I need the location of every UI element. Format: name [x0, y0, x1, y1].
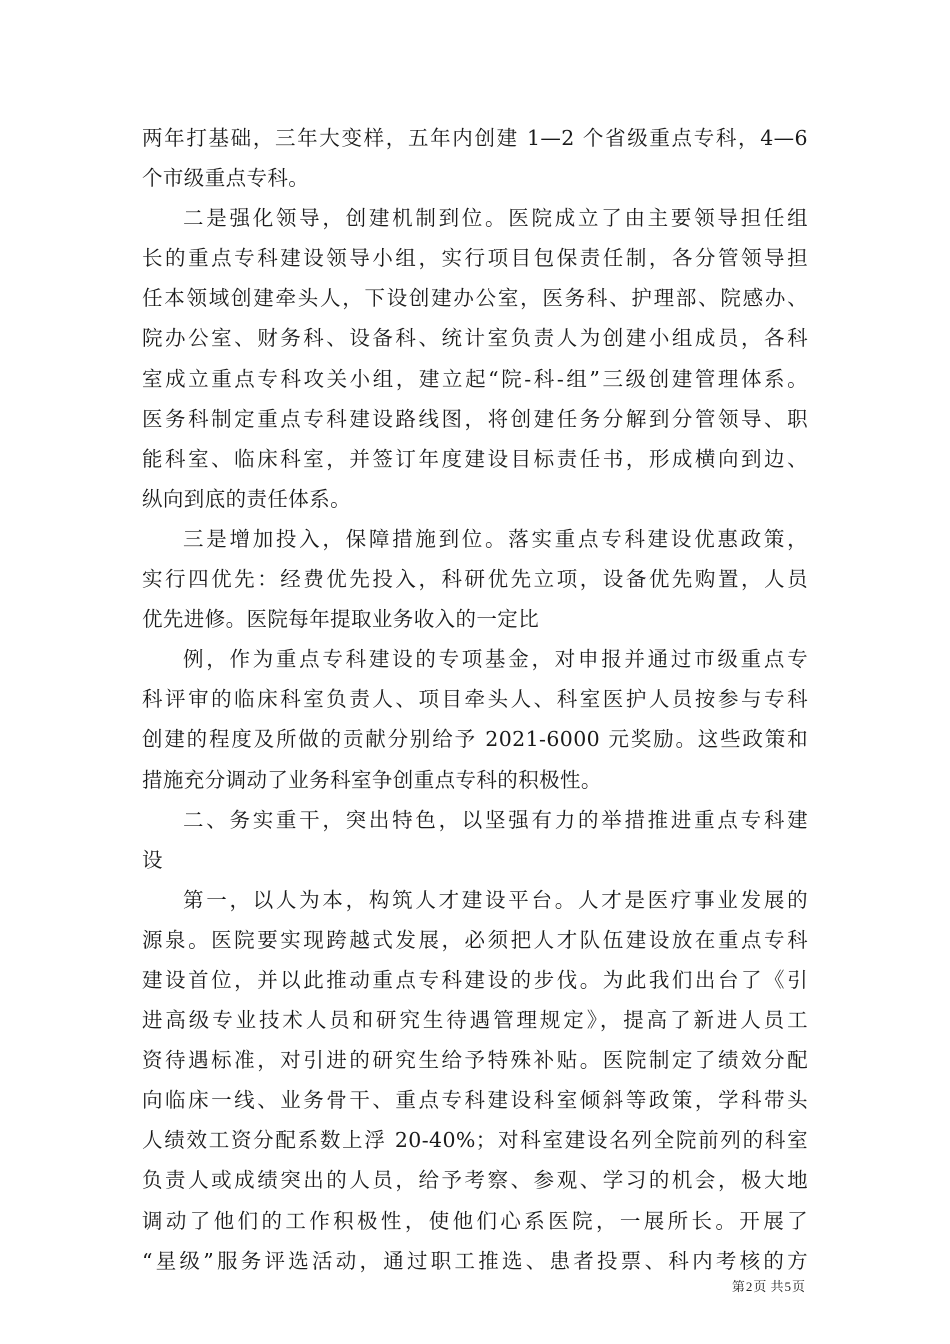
text-line: 创建的程度及所做的贡献分别给予 2021-6000 元奖励。这些政策和	[142, 727, 808, 752]
text-line: 第一，以人为本，构筑人才建设平台。人才是医疗事业发展的	[183, 887, 808, 912]
text-line: 能科室、临床科室，并签订年度建设目标责任书，形成横向到边、	[142, 446, 808, 471]
text-line: 个市级重点专科。	[142, 166, 310, 191]
text-line: 进高级专业技术人员和研究生待遇管理规定》，提高了新进人员工	[142, 1008, 808, 1033]
text-line: 例，作为重点专科建设的专项基金，对申报并通过市级重点专	[183, 647, 808, 672]
text-line: 两年打基础，三年大变样，五年内创建 1—2 个省级重点专科，4—6	[142, 126, 808, 150]
footer-prefix: 第	[731, 1280, 745, 1295]
text-line: 设	[142, 847, 163, 872]
footer-suffix: 页	[791, 1280, 805, 1295]
text-line: 三是增加投入，保障措施到位。落实重点专科建设优惠政策，	[183, 526, 808, 551]
total-pages-number: 5	[784, 1279, 791, 1294]
text-line: 调动了他们的工作积极性，使他们心系医院，一展所长。开展了	[142, 1208, 808, 1233]
text-line: 负责人或成绩突出的人员，给予考察、参观、学习的机会，极大地	[142, 1168, 808, 1193]
text-line: 措施充分调动了业务科室争创重点专科的积极性。	[142, 767, 602, 792]
text-line: 医务科制定重点专科建设路线图，将创建任务分解到分管领导、职	[142, 406, 808, 431]
current-page-number: 2	[745, 1279, 753, 1294]
text-line: 资待遇标准，对引进的研究生给予特殊补贴。医院制定了绩效分配	[142, 1048, 808, 1073]
text-line: 纵向到底的责任体系。	[142, 486, 351, 511]
footer-middle: 页 共	[753, 1280, 784, 1295]
text-line: 院办公室、财务科、设备科、统计室负责人为创建小组成员，各科	[142, 326, 808, 351]
text-line: 实行四优先：经费优先投入，科研优先立项，设备优先购置，人员	[142, 567, 808, 592]
text-line: 向临床一线、业务骨干、重点专科建设科室倾斜等政策，学科带头	[142, 1088, 808, 1113]
text-line: 室成立重点专科攻关小组，建立起“院-科-组”三级创建管理体系。	[142, 366, 808, 391]
text-line: 长的重点专科建设领导小组，实行项目包保责任制，各分管领导担	[142, 246, 808, 271]
text-line: 优先进修。医院每年提取业务收入的一定比	[142, 607, 540, 632]
text-line: 人绩效工资分配系数上浮 20-40%；对科室建设名列全院前列的科室	[142, 1128, 808, 1153]
text-line: 二、务实重干，突出特色，以坚强有力的举措推进重点专科建	[183, 807, 808, 832]
text-line: 科评审的临床科室负责人、项目牵头人、科室医护人员按参与专科	[142, 687, 808, 712]
text-line: 二是强化领导，创建机制到位。医院成立了由主要领导担任组	[183, 206, 808, 231]
text-line: 任本领域创建牵头人，下设创建办公室，医务科、护理部、院感办、	[142, 286, 808, 311]
text-line: 源泉。医院要实现跨越式发展，必须把人才队伍建设放在重点专科	[142, 927, 808, 952]
page-footer	[732, 1278, 805, 1297]
text-line: 建设首位，并以此推动重点专科建设的步伐。为此我们出台了《引	[142, 967, 808, 992]
text-line: “星级”服务评选活动，通过职工推选、患者投票、科内考核的方	[142, 1248, 808, 1273]
body-text	[142, 118, 808, 1281]
